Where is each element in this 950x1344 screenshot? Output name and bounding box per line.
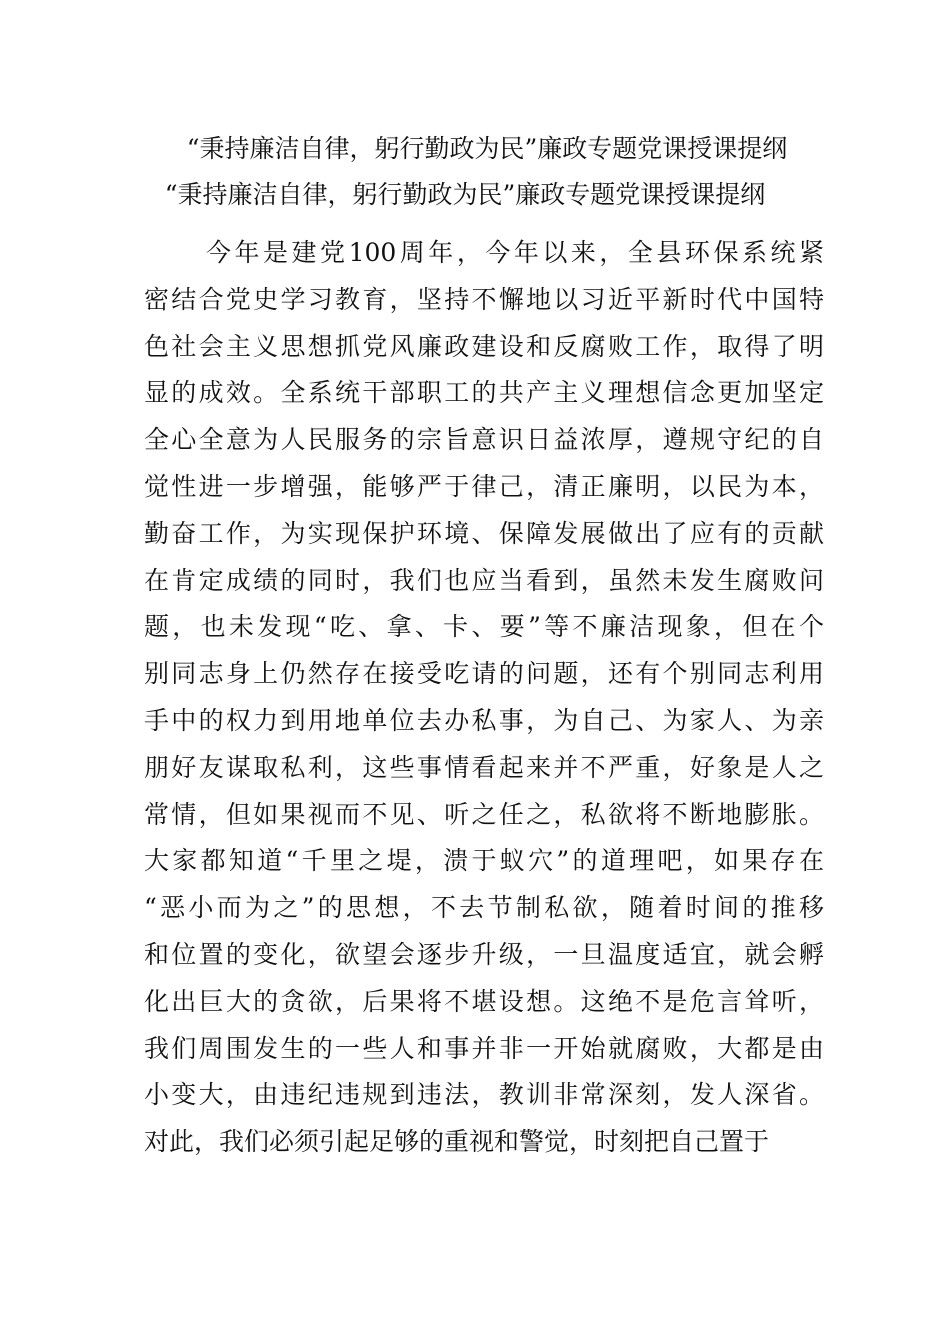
body-line: 今年是建党100周年，今年以来，全县环保系统紧 — [206, 238, 824, 267]
body-line: 我们周围发生的一些人和事并非一开始就腐败，大都是由 — [144, 1033, 824, 1063]
body-line: 题，也未发现“吃、拿、卡、要”等不廉洁现象，但在个 — [144, 612, 824, 642]
body-line: “恶小而为之”的思想，不去节制私欲，随着时间的推移 — [144, 893, 824, 923]
body-line: 对此，我们必须引起足够的重视和警觉，时刻把自己置于 — [144, 1127, 770, 1157]
document-title: “秉持廉洁自律，躬行勤政为民”廉政专题党课授课提纲 — [186, 134, 788, 163]
body-line: 在肯定成绩的同时，我们也应当看到，虽然未发生腐败问 — [144, 565, 824, 595]
body-line: 色社会主义思想抓党风廉政建设和反腐败工作，取得了明 — [144, 331, 824, 361]
body-line: 全心全意为人民服务的宗旨意识日益浓厚，遵规守纪的自 — [144, 425, 824, 455]
body-line: 密结合党史学习教育，坚持不懈地以习近平新时代中国特 — [144, 284, 824, 314]
body-line: 勤奋工作，为实现保护环境、保障发展做出了应有的贡献 — [144, 518, 824, 548]
body-line: 显的成效。全系统干部职工的共产主义理想信念更加坚定 — [144, 378, 824, 408]
body-line: 常情，但如果视而不见、听之任之，私欲将不断地膨胀。 — [144, 799, 824, 829]
document-title-repeat: “秉持廉洁自律，躬行勤政为民”廉政专题党课授课提纲 — [164, 180, 766, 209]
body-line: 小变大，由违纪违规到违法，教训非常深刻，发人深省。 — [144, 1080, 824, 1110]
body-line: 大家都知道“千里之堤，溃于蚁穴”的道理吧，如果存在 — [144, 846, 824, 876]
document-body — [144, 230, 824, 1166]
body-line: 觉性进一步增强，能够严于律己，清正廉明，以民为本， — [144, 471, 824, 501]
body-line: 别同志身上仍然存在接受吃请的问题，还有个别同志利用 — [144, 659, 824, 689]
body-line: 和位置的变化，欲望会逐步升级，一旦温度适宜，就会孵 — [144, 939, 824, 969]
body-line: 朋好友谋取私利，这些事情看起来并不严重，好象是人之 — [144, 752, 824, 782]
body-line: 手中的权力到用地单位去办私事，为自己、为家人、为亲 — [144, 705, 824, 735]
body-line: 化出巨大的贪欲，后果将不堪设想。这绝不是危言耸听， — [144, 986, 824, 1016]
